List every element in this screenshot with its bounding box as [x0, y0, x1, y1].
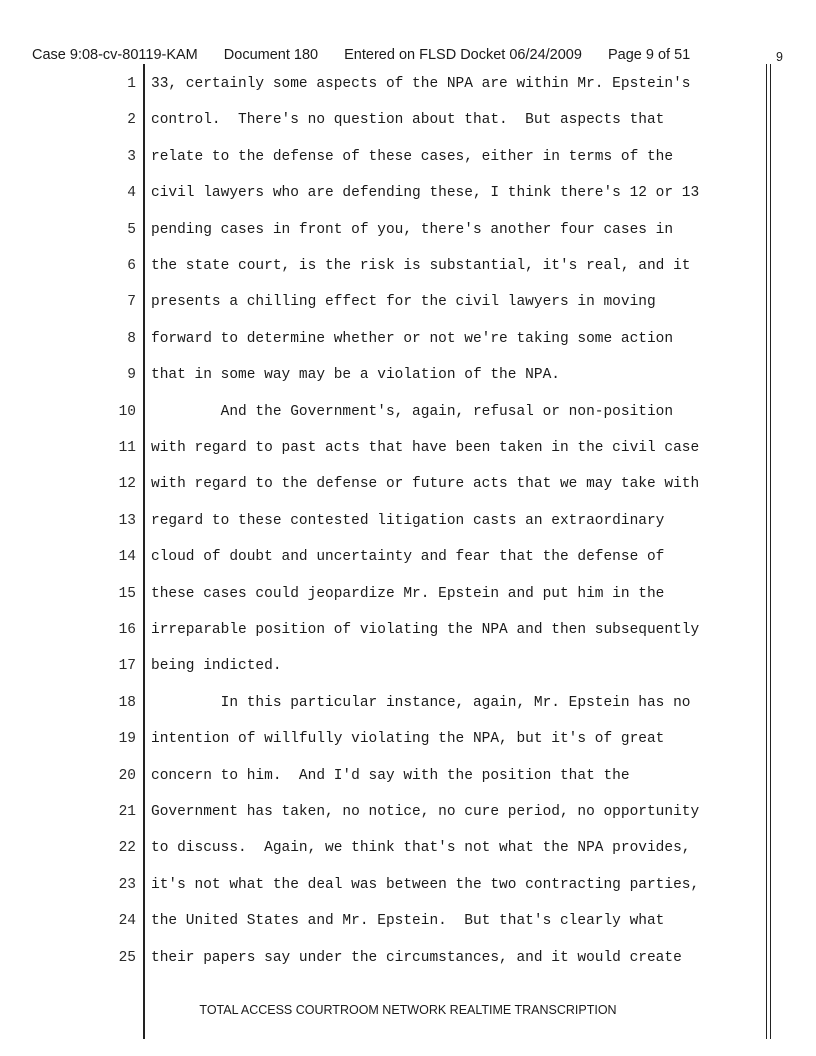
line-number: 21 [118, 804, 136, 820]
entered-date: Entered on FLSD Docket 06/24/2009 [344, 47, 582, 63]
line-text: intention of willfully violating the NPA, but it's of great [151, 731, 665, 748]
transcript-line [0, 764, 816, 788]
transcript-line [0, 145, 816, 169]
line-text: being indicted. [151, 658, 282, 675]
line-number: 3 [127, 148, 136, 165]
line-text: these cases could jeopardize Mr. Epstein and put him in the [151, 585, 665, 602]
line-number: 8 [127, 330, 136, 347]
line-number: 16 [118, 622, 136, 638]
line-number: 10 [118, 403, 136, 420]
transcript-line [0, 363, 816, 387]
line-number: 12 [118, 476, 136, 493]
transcript-line [0, 472, 816, 496]
transcript-line [0, 254, 816, 278]
transcript-line [0, 618, 816, 642]
line-text: Government has taken, no notice, no cure period, no opportunity [151, 804, 700, 820]
line-number: 22 [118, 840, 136, 857]
transcript-line [0, 909, 816, 933]
transcript-line [0, 72, 816, 96]
transcript-line [0, 654, 816, 678]
line-text: irreparable position of violating the NPA and then subsequently [151, 622, 700, 638]
transcript-line [0, 545, 816, 569]
line-text: it's not what the deal was between the two contracting parties, [151, 876, 700, 893]
line-number: 7 [127, 294, 136, 311]
transcript-line [0, 218, 816, 242]
case-number: Case 9:08-cv-80119-KAM [32, 47, 198, 63]
line-text: In this particular instance, again, Mr. Epstein has no [151, 694, 691, 711]
line-text: their papers say under the circumstances, and it would create [151, 949, 682, 966]
line-text: with regard to the defense or future acts that we may take with [151, 476, 700, 493]
line-text: with regard to past acts that have been taken in the civil case [151, 440, 700, 456]
line-text: to discuss. Again, we think that's not what the NPA provides, [151, 840, 691, 857]
line-number: 23 [118, 876, 136, 893]
line-number: 14 [118, 549, 136, 566]
transcript-line [0, 290, 816, 314]
line-number: 9 [127, 367, 136, 384]
line-number: 25 [118, 949, 136, 966]
line-number: 1 [127, 76, 136, 92]
line-number: 13 [118, 512, 136, 529]
line-number: 19 [118, 731, 136, 748]
line-number: 4 [127, 185, 136, 202]
transcript-line [0, 582, 816, 606]
transcript-line [0, 800, 816, 824]
line-text: civil lawyers who are defending these, I think there's 12 or 13 [151, 185, 700, 202]
line-number: 5 [127, 221, 136, 238]
docket-header [32, 47, 812, 63]
line-number: 18 [118, 694, 136, 711]
line-number: 11 [118, 440, 136, 456]
transcript-line [0, 181, 816, 205]
line-text: cloud of doubt and uncertainty and fear that the defense of [151, 549, 665, 566]
transcript-line [0, 727, 816, 751]
transcript-line [0, 436, 816, 460]
document-number: Document 180 [223, 47, 319, 63]
line-text: concern to him. And I'd say with the position that the [151, 767, 630, 784]
line-text: control. There's no question about that. But aspects that [151, 112, 665, 129]
line-text: presents a chilling effect for the civil lawyers in moving [151, 294, 656, 311]
line-text: 33, certainly some aspects of the NPA are within Mr. Epstein's [151, 76, 691, 92]
line-text: pending cases in front of you, there's another four cases in [151, 221, 674, 238]
line-number: 17 [118, 658, 136, 675]
line-text: relate to the defense of these cases, either in terms of the [151, 148, 674, 165]
line-text: And the Government's, again, refusal or non-position [151, 403, 674, 420]
page-count: Page 9 of 51 [607, 47, 691, 63]
transcript-line [0, 400, 816, 424]
transcript-line [0, 691, 816, 715]
line-number: 6 [127, 258, 136, 274]
transcript-line [0, 836, 816, 860]
line-number: 20 [118, 767, 136, 784]
line-number: 24 [118, 913, 136, 930]
transcript-line [0, 873, 816, 897]
transcript-line [0, 509, 816, 533]
transcript-line [0, 327, 816, 351]
line-text: the United States and Mr. Epstein. But that's clearly what [151, 913, 665, 930]
line-number: 15 [118, 585, 136, 602]
line-number: 2 [127, 112, 136, 129]
transcript-line [0, 946, 816, 970]
line-text: that in some way may be a violation of the NPA. [151, 367, 560, 384]
transcript-line [0, 108, 816, 132]
line-text: regard to these contested litigation casts an extraordinary [151, 512, 665, 529]
transcript-page-number: 9 [776, 50, 783, 64]
line-text: the state court, is the risk is substantial, it's real, and it [151, 258, 691, 274]
line-text: forward to determine whether or not we're taking some action [151, 330, 674, 347]
transcript-footer: TOTAL ACCESS COURTROOM NETWORK REALTIME TRANSCRIPTION [199, 1003, 617, 1017]
